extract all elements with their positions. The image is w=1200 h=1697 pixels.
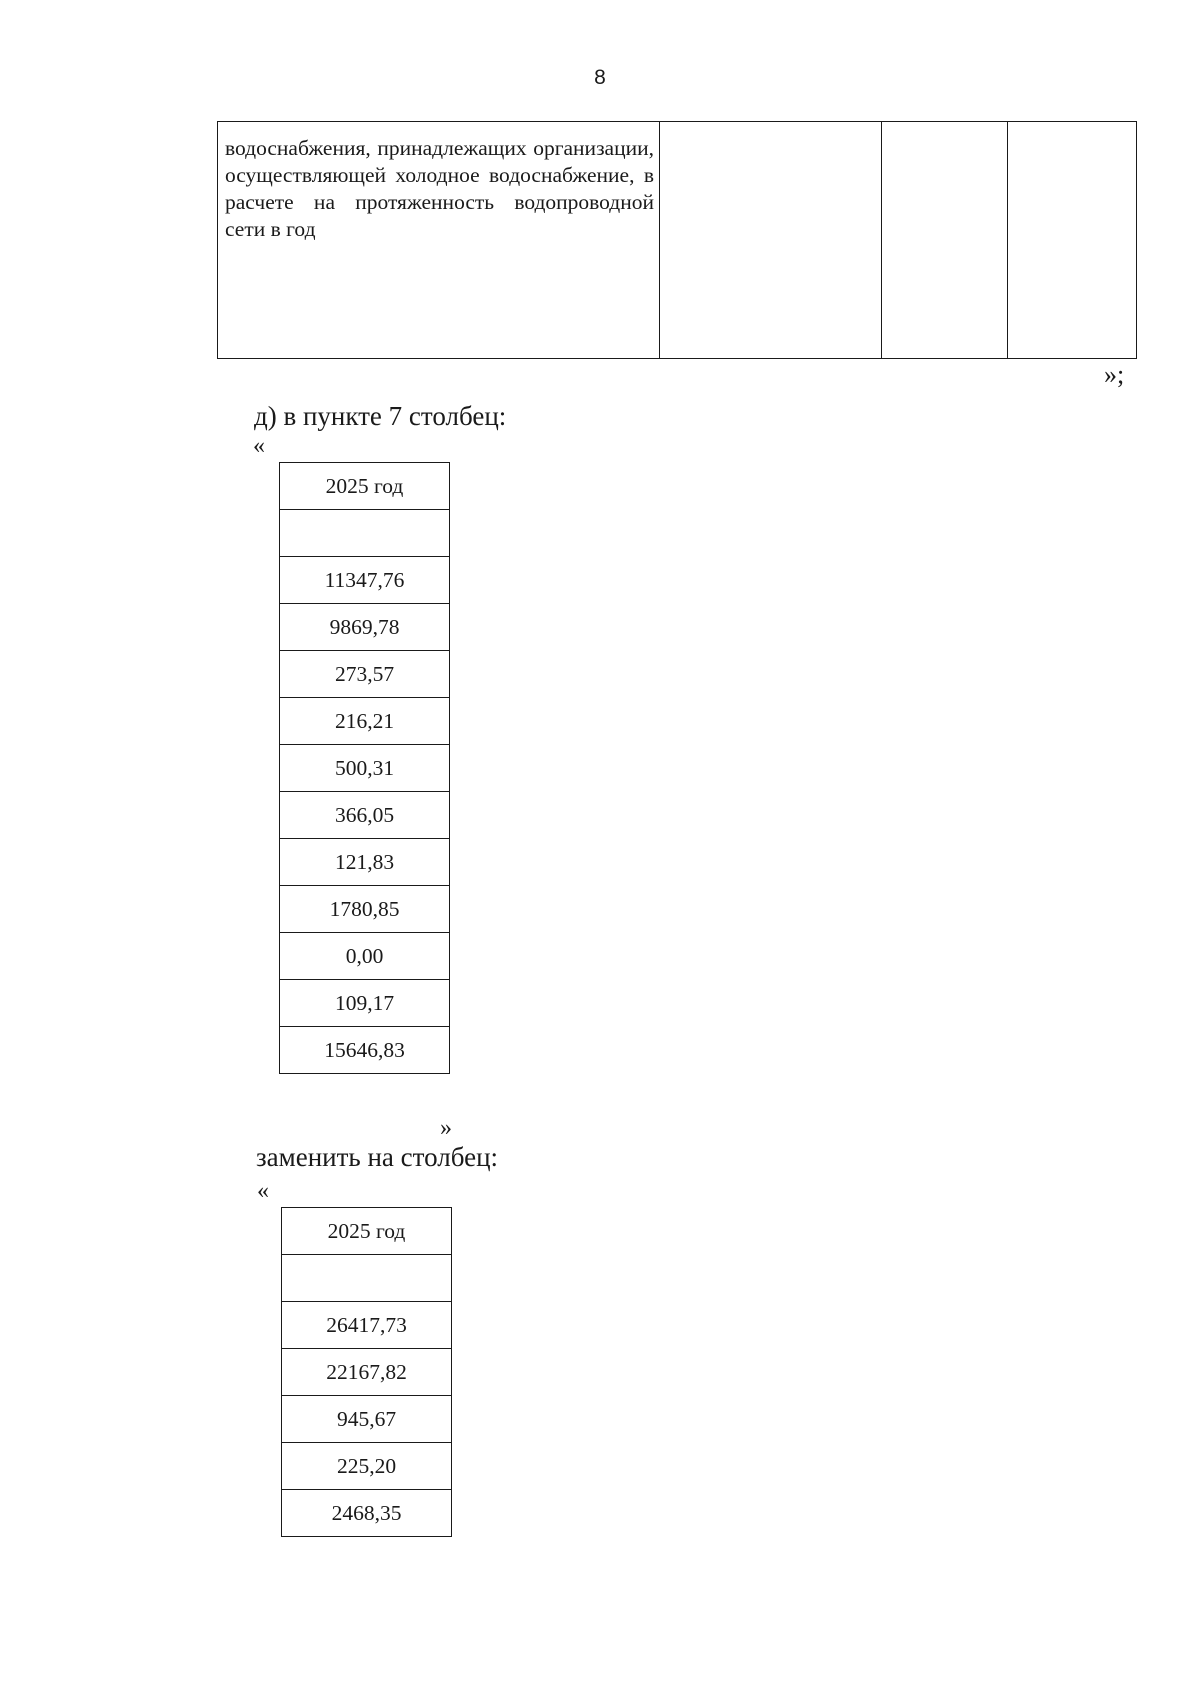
old-column-table xyxy=(279,462,450,1074)
table-row xyxy=(280,886,450,933)
table-row xyxy=(280,698,450,745)
indicator-description: водоснабжения, принадлежащих организации, осуществляющей холодное водоснабжение, в расчете на протяженность водопроводной сети в год xyxy=(225,136,654,241)
table-row xyxy=(280,980,450,1027)
value-cell: 216,21 xyxy=(280,698,450,745)
paragraph-d: д) в пункте 7 столбец: xyxy=(254,401,507,431)
table-row xyxy=(218,122,1137,359)
continuation-table xyxy=(217,121,1137,359)
value-cell xyxy=(282,1255,452,1302)
table-row xyxy=(280,510,450,557)
value-cell: 0,00 xyxy=(280,933,450,980)
opening-quote: « xyxy=(253,433,265,459)
table-row xyxy=(280,839,450,886)
value-cell: 109,17 xyxy=(280,980,450,1027)
closing-quote: »; xyxy=(1104,360,1125,389)
table-row xyxy=(282,1443,452,1490)
table-cell-empty xyxy=(660,122,882,359)
value-cell: 500,31 xyxy=(280,745,450,792)
value-cell: 1780,85 xyxy=(280,886,450,933)
value-cell: 273,57 xyxy=(280,651,450,698)
table-cell-empty xyxy=(882,122,1008,359)
table-row xyxy=(280,745,450,792)
table-row xyxy=(280,651,450,698)
table-cell-empty xyxy=(1008,122,1137,359)
new-column-table xyxy=(281,1207,452,1537)
table-row xyxy=(282,1302,452,1349)
table-row xyxy=(280,1027,450,1074)
table-cell-description xyxy=(218,122,660,359)
closing-quote: » xyxy=(440,1115,452,1141)
table-row xyxy=(282,1255,452,1302)
value-cell: 2468,35 xyxy=(282,1490,452,1537)
table-row xyxy=(282,1490,452,1537)
column-header: 2025 год xyxy=(280,463,450,510)
page-number: 8 xyxy=(594,66,606,89)
table-row xyxy=(280,463,450,510)
value-cell: 26417,73 xyxy=(282,1302,452,1349)
value-cell: 945,67 xyxy=(282,1396,452,1443)
value-cell: 9869,78 xyxy=(280,604,450,651)
column-header: 2025 год xyxy=(282,1208,452,1255)
value-cell xyxy=(280,510,450,557)
value-cell: 121,83 xyxy=(280,839,450,886)
table-row xyxy=(282,1396,452,1443)
value-cell: 366,05 xyxy=(280,792,450,839)
value-cell: 22167,82 xyxy=(282,1349,452,1396)
table-row xyxy=(282,1349,452,1396)
table-row xyxy=(280,604,450,651)
value-cell: 11347,76 xyxy=(280,557,450,604)
value-cell: 225,20 xyxy=(282,1443,452,1490)
paragraph-replace: заменить на столбец: xyxy=(256,1142,499,1172)
value-cell: 15646,83 xyxy=(280,1027,450,1074)
table-row xyxy=(282,1208,452,1255)
table-row xyxy=(280,557,450,604)
table-row xyxy=(280,933,450,980)
table-row xyxy=(280,792,450,839)
opening-quote: « xyxy=(257,1178,269,1204)
